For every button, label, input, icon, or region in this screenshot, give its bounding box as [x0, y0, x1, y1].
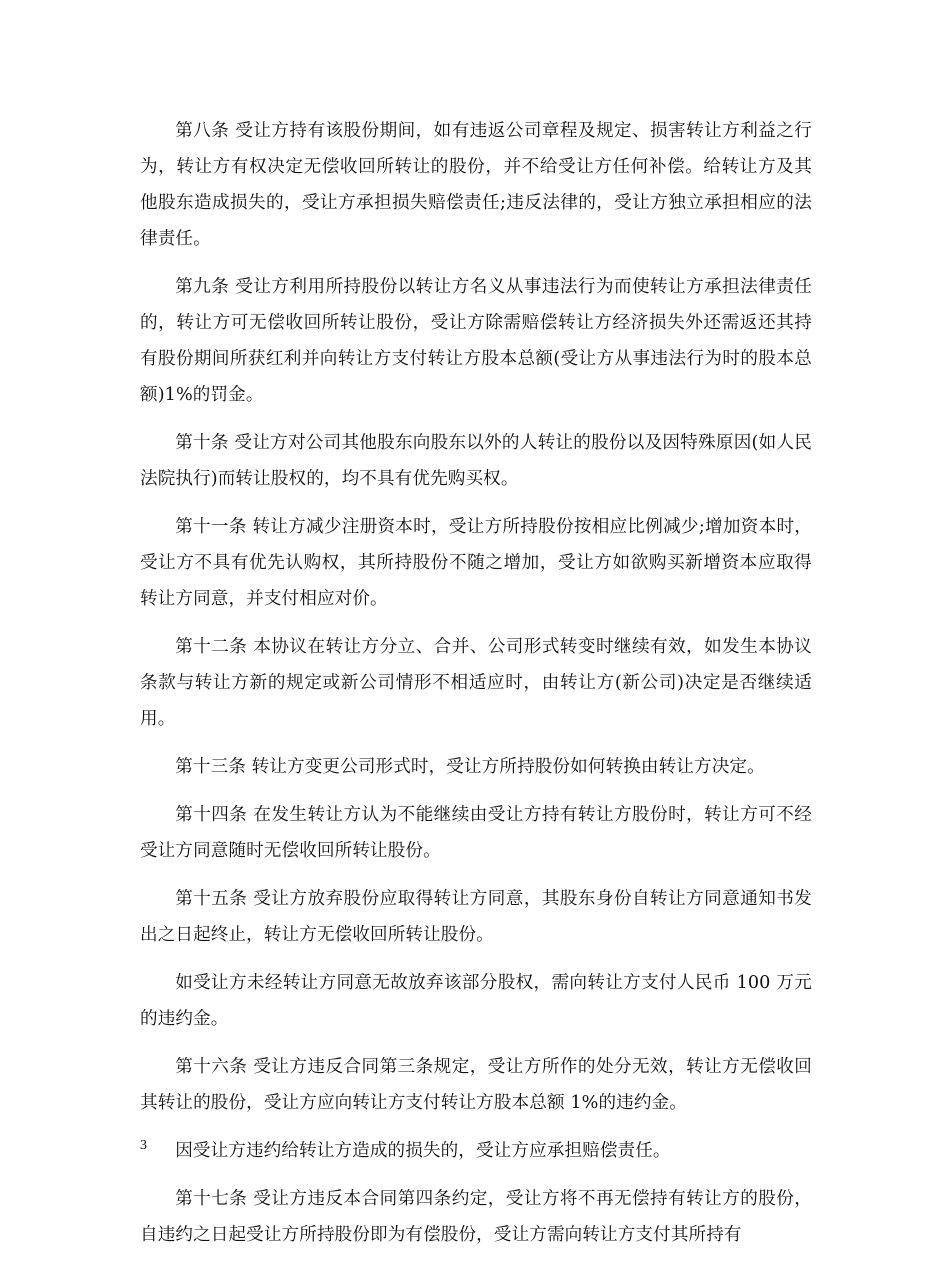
paragraph-article-15: 第十五条 受让方放弃股份应取得转让方同意，其股东身份自转让方同意通知书发出之日起终止，转让方无偿收回所转让股份。	[140, 889, 812, 945]
paragraph-article-11: 第十一条 转让方减少注册资本时，受让方所持股份按相应比例减少;增加资本时，受让方不具有优先认购权，其所持股份不随之增加，受让方如欲购买新增资本应取得转让方同意，并支付相应对价。	[140, 517, 812, 609]
paragraph-article-8: 第八条 受让方持有该股份期间，如有违返公司章程及规定、损害转让方利益之行为，转让方有权决定无偿收回所转让的股份，并不给受让方任何补偿。给转让方及其他股东造成损失的，受让方承担损失赔偿责任;违反法律的，受让方独立承担相应的法律责任。	[140, 121, 812, 249]
paragraph-article-14: 第十四条 在发生转让方认为不能继续由受让方持有转让方股份时，转让方可不经受让方同意随时无偿收回所转让股份。	[140, 805, 812, 861]
paragraph-article-16: 第十六条 受让方违反合同第三条规定，受让方所作的处分无效，转让方无偿收回其转让的股份，受让方应向转让方支付转让方股本总额 1%的违约金。	[140, 1057, 812, 1113]
page-number: 3	[140, 1138, 147, 1153]
paragraph-article-9: 第九条 受让方利用所持股份以转让方名义从事违法行为而使转让方承担法律责任的，转让方可无偿收回所转让股份，受让方除需赔偿转让方经济损失外还需返还其持有股份期间所获红利并向转让方支付转让方股本总额(受让方从事违法行为时的股本总额)1%的罚金。	[140, 277, 812, 405]
paragraph-article-17: 第十七条 受让方违反本合同第四条约定，受让方将不再无偿持有转让方的股份，自违约之日起受让方所持股份即为有偿股份，受让方需向转让方支付其所持有	[140, 1189, 812, 1245]
paragraph-article-16-liability: 因受让方违约给转让方造成的损失的，受让方应承担赔偿责任。	[175, 1141, 671, 1161]
document-body	[140, 113, 812, 1265]
paragraph-article-13: 第十三条 转让方变更公司形式时，受让方所持股份如何转换由转让方决定。	[175, 757, 765, 777]
paragraph-article-15-penalty: 如受让方未经转让方同意无故放弃该部分股权，需向转让方支付人民币 100 万元的违约金。	[140, 973, 812, 1029]
paragraph-article-10: 第十条 受让方对公司其他股东向股东以外的人转让的股份以及因特殊原因(如人民法院执行)而转让股权的，均不具有优先购买权。	[140, 433, 812, 489]
paragraph-article-12: 第十二条 本协议在转让方分立、合并、公司形式转变时继续有效，如发生本协议条款与转让方新的规定或新公司情形不相适应时，由转让方(新公司)决定是否继续适用。	[140, 637, 812, 729]
